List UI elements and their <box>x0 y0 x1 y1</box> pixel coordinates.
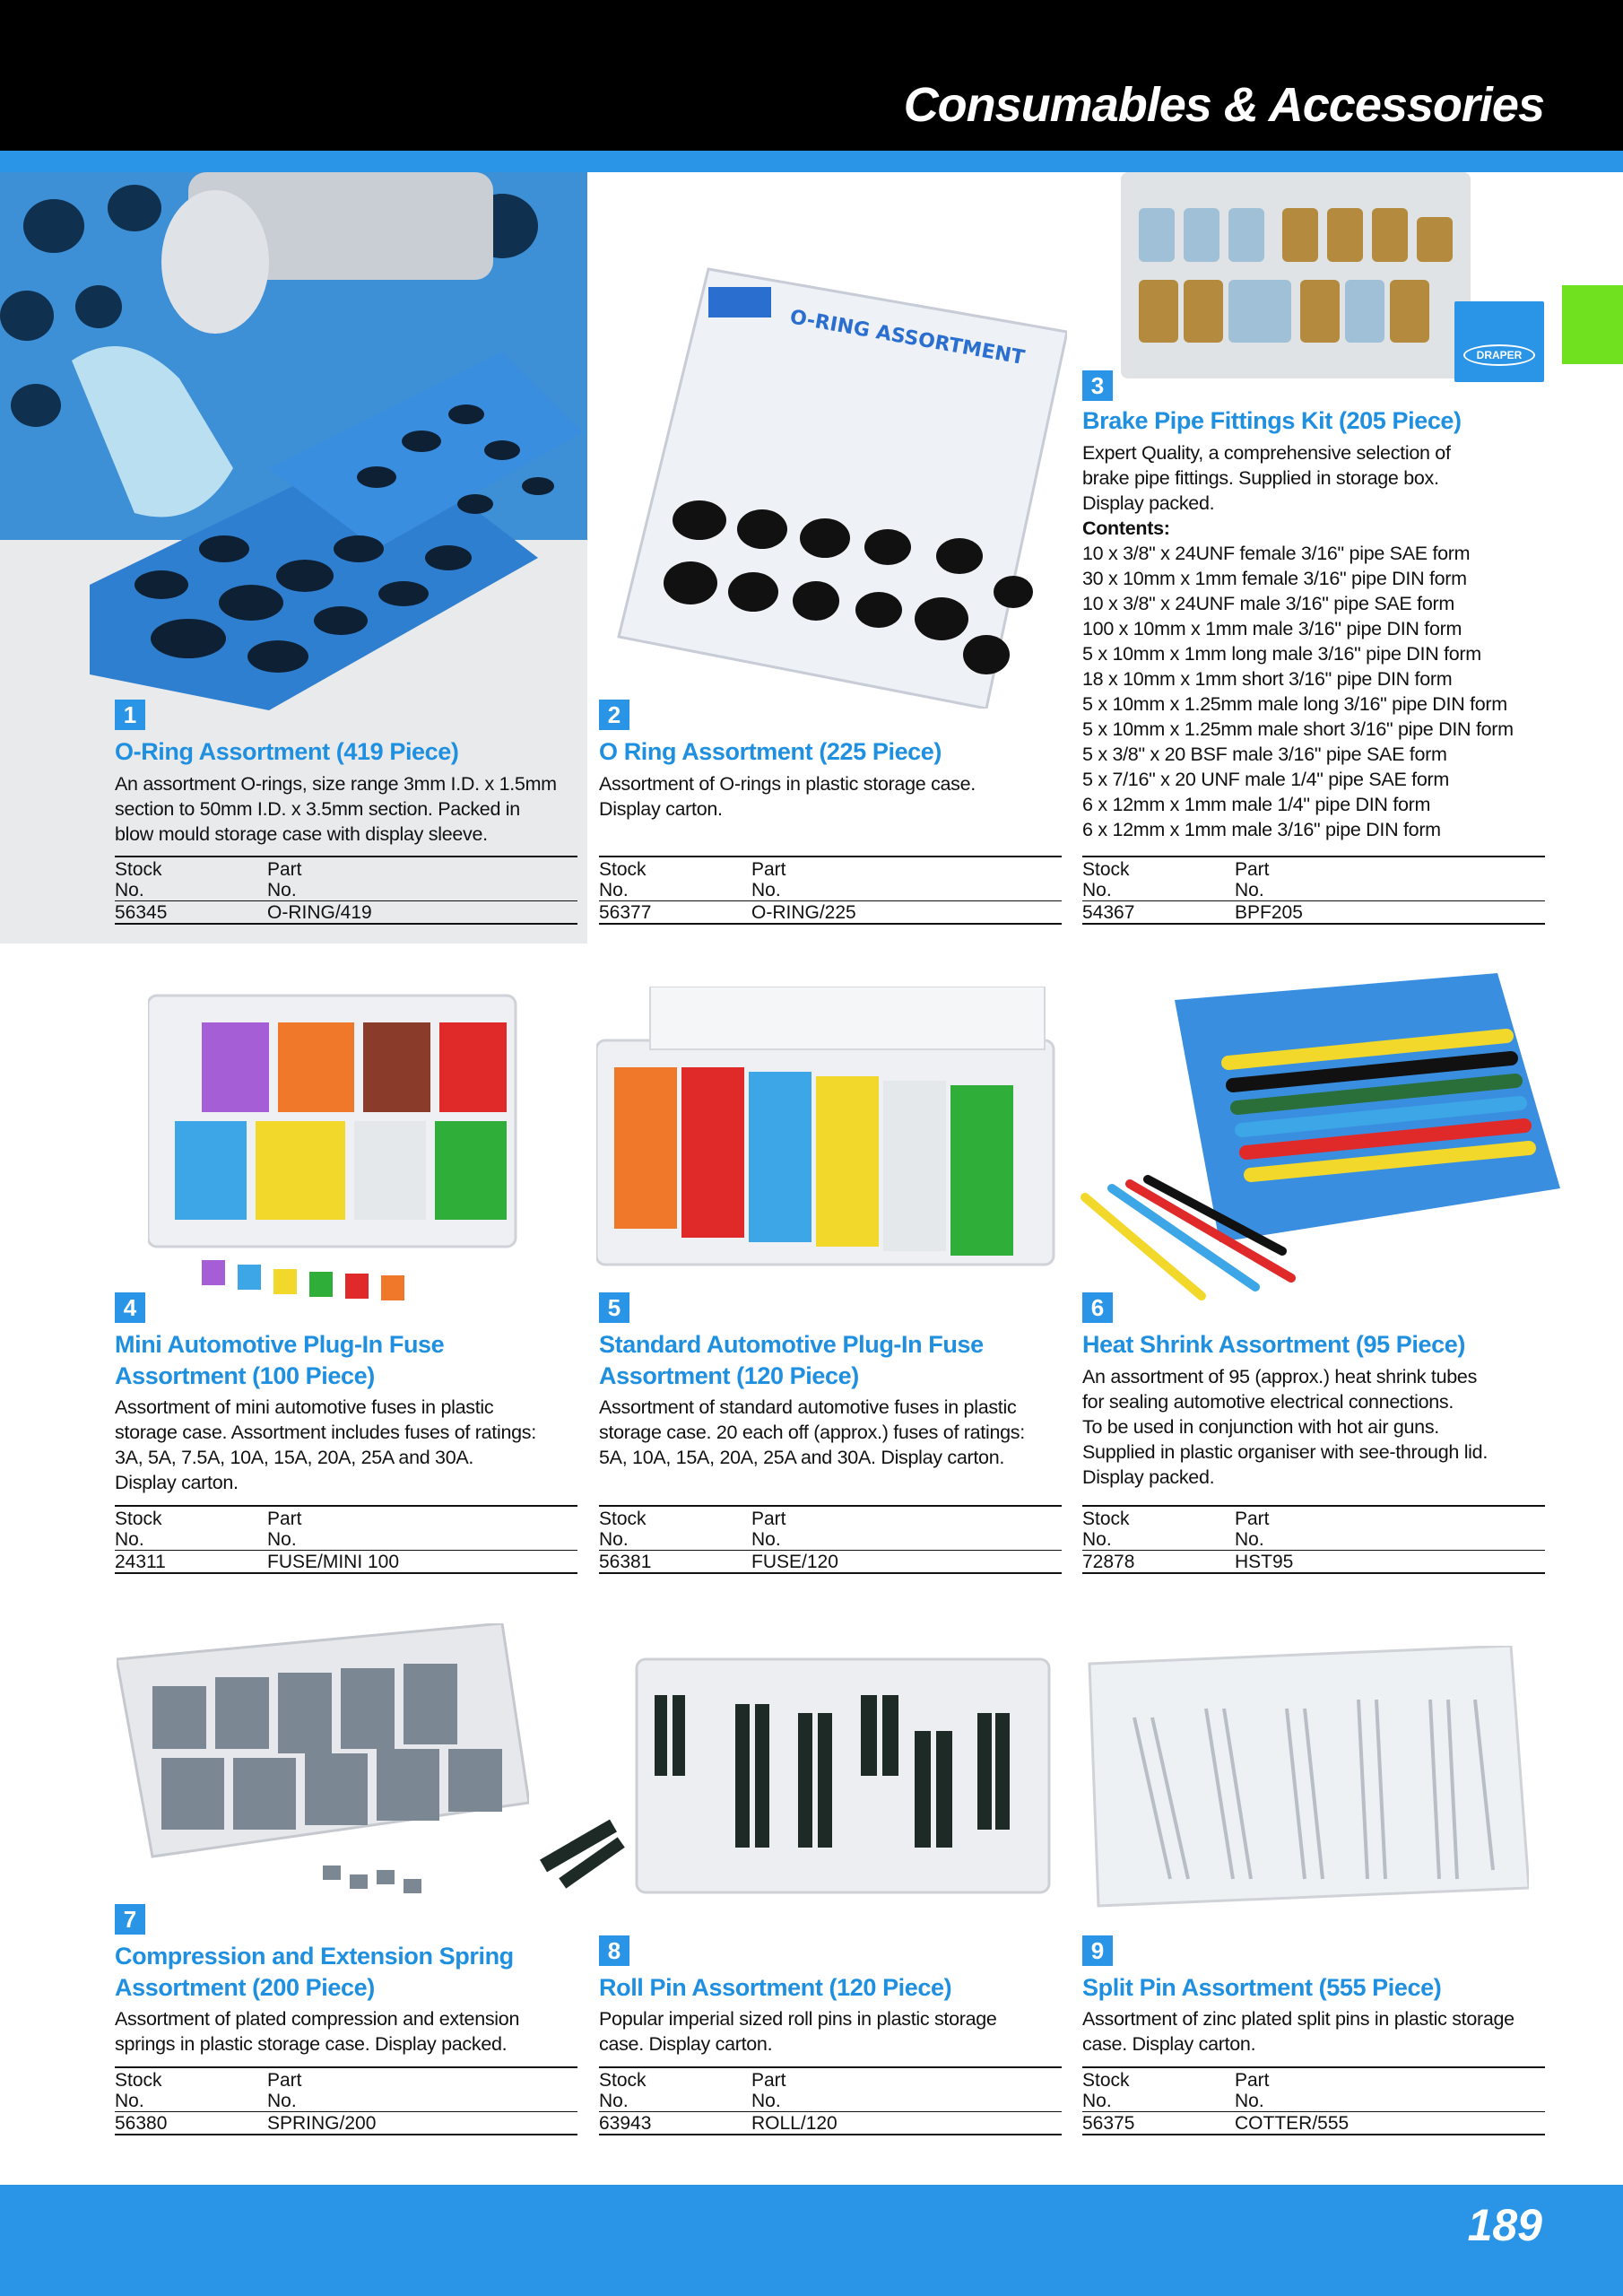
product-8-description <box>599 2006 1083 2057</box>
product-4-desc-line: storage case. Assortment includes fuses of ratings: <box>115 1422 536 1443</box>
product-6-title-line: Heat Shrink Assortment (95 Piece) <box>1082 1331 1465 1358</box>
part-number: SPRING/200 <box>267 2113 377 2134</box>
product-4-title-line: Assortment (100 Piece) <box>115 1362 375 1389</box>
stock-header: Stock <box>599 2070 647 2091</box>
page-number: 189 <box>1467 2200 1542 2250</box>
product-5-stock-table <box>599 1505 1062 1574</box>
stock-header: Stock <box>1082 2070 1130 2091</box>
stock-header: No. <box>599 1529 629 1550</box>
stock-number: 56381 <box>599 1552 652 1572</box>
part-header: Part <box>751 859 786 880</box>
product-8-title-line: Roll Pin Assortment (120 Piece) <box>599 1974 952 2001</box>
product-3-desc-line: Expert Quality, a comprehensive selection of <box>1082 442 1451 464</box>
product-8-number: 8 <box>599 1935 629 1966</box>
part-header: Part <box>751 2070 786 2091</box>
product-7-desc-line: springs in plastic storage case. Display packed. <box>115 2033 508 2055</box>
product-3-contents-line: 6 x 12mm x 1mm male 1/4" pipe DIN form <box>1082 794 1431 815</box>
part-header: Part <box>1235 859 1270 880</box>
product-4-title <box>115 1329 599 1392</box>
stock-number: 54367 <box>1082 902 1135 923</box>
stock-header: No. <box>115 880 144 900</box>
stock-header: No. <box>599 880 629 900</box>
product-1-desc-line: section to 50mm I.D. x 3.5mm section. Packed in <box>115 798 520 820</box>
product-9-photo <box>1081 1646 1529 1915</box>
product-2-desc-line: Display carton. <box>599 798 723 820</box>
product-7-title <box>115 1941 599 2004</box>
product-6-desc-line: for sealing automotive electrical connections. <box>1082 1391 1454 1413</box>
part-header: Part <box>267 1509 302 1529</box>
part-header: No. <box>1235 2091 1264 2111</box>
product-2-desc-line: Assortment of O-rings in plastic storage case. <box>599 773 976 795</box>
part-number: FUSE/MINI 100 <box>267 1552 400 1572</box>
part-number: ROLL/120 <box>751 2113 838 2134</box>
product-3-contents-line: 5 x 7/16" x 20 UNF male 1/4" pipe SAE form <box>1082 769 1449 790</box>
roll-pin-case-image <box>538 1641 1058 1910</box>
stock-header: Stock <box>599 1509 647 1529</box>
stock-header: No. <box>115 1529 144 1550</box>
product-3-contents-line: 100 x 10mm x 1mm male 3/16" pipe DIN form <box>1082 618 1462 639</box>
product-2-number: 2 <box>599 700 629 730</box>
product-8-title <box>599 1972 1083 2004</box>
product-4-desc-line: 3A, 5A, 7.5A, 10A, 15A, 20A, 25A and 30A. <box>115 1447 474 1468</box>
product-4-stock-table <box>115 1505 577 1574</box>
stock-header: Stock <box>115 2070 162 2091</box>
product-3-contents-line: 5 x 10mm x 1mm long male 3/16" pipe DIN form <box>1082 643 1481 665</box>
product-9-desc-line: case. Display carton. <box>1082 2033 1256 2055</box>
stock-header: No. <box>1082 1529 1112 1550</box>
product-6-desc-line: To be used in conjunction with hot air guns. <box>1082 1416 1439 1438</box>
product-7-description <box>115 2006 599 2057</box>
part-header: No. <box>751 2091 781 2111</box>
header-stripe <box>0 151 1623 172</box>
draper-logo-text: DRAPER <box>1463 344 1535 366</box>
part-header: No. <box>751 1529 781 1550</box>
part-header: No. <box>1235 1529 1264 1550</box>
product-2-stock-table <box>599 856 1062 925</box>
product-3-title <box>1082 405 1584 437</box>
part-header: No. <box>267 2091 297 2111</box>
part-number: O-RING/419 <box>267 902 372 923</box>
product-1-photo <box>0 172 587 710</box>
o-ring-225-case-image <box>601 260 1067 709</box>
stock-header: Stock <box>599 859 647 880</box>
product-4-desc-line: Display carton. <box>115 1472 239 1493</box>
mini-fuse-case-image <box>148 969 534 1309</box>
product-5-desc-line: 5A, 10A, 15A, 20A, 25A and 30A. Display carton. <box>599 1447 1005 1468</box>
product-3-contents-line: 5 x 10mm x 1.25mm male short 3/16" pipe DIN form <box>1082 718 1514 740</box>
product-8-desc-line: Popular imperial sized roll pins in plastic storage <box>599 2008 997 2030</box>
product-4-title-line: Mini Automotive Plug-In Fuse <box>115 1331 445 1358</box>
stock-header: No. <box>115 2091 144 2111</box>
product-3-contents-line: 30 x 10mm x 1mm female 3/16" pipe DIN form <box>1082 568 1467 589</box>
product-3-contents-line: 5 x 10mm x 1.25mm male long 3/16" pipe DIN form <box>1082 693 1507 715</box>
product-1-desc-line: An assortment O-rings, size range 3mm I.D. x 1.5mm <box>115 773 557 795</box>
product-7-title-line: Assortment (200 Piece) <box>115 1974 375 2001</box>
part-header: Part <box>1235 1509 1270 1529</box>
stock-number: 72878 <box>1082 1552 1135 1572</box>
product-6-photo <box>1076 955 1560 1305</box>
product-3-desc-line: Display packed. <box>1082 492 1215 514</box>
product-3-desc-line: brake pipe fittings. Supplied in storage box. <box>1082 467 1439 489</box>
part-header: Part <box>267 2070 302 2091</box>
product-3-number: 3 <box>1082 370 1113 401</box>
stock-number: 63943 <box>599 2113 652 2134</box>
product-1-number: 1 <box>115 700 145 730</box>
product-9-desc-line: Assortment of zinc plated split pins in plastic storage <box>1082 2008 1515 2030</box>
product-1-description <box>115 771 599 847</box>
brake-pipe-fittings-image <box>1121 172 1471 378</box>
part-number: BPF205 <box>1235 902 1303 923</box>
standard-fuse-case-image <box>596 987 1067 1283</box>
product-7-title-line: Compression and Extension Spring <box>115 1943 514 1970</box>
product-5-title-line: Standard Automotive Plug-In Fuse <box>599 1331 984 1358</box>
product-5-desc-line: storage case. 20 each off (approx.) fuses of ratings: <box>599 1422 1025 1443</box>
stock-header: No. <box>1082 2091 1112 2111</box>
stock-header: Stock <box>115 859 162 880</box>
product-3-title-line: Brake Pipe Fittings Kit (205 Piece) <box>1082 407 1462 434</box>
product-3-contents-line: 10 x 3/8" x 24UNF female 3/16" pipe SAE form <box>1082 543 1471 564</box>
product-1-stock-table <box>115 856 577 925</box>
stock-number: 56375 <box>1082 2113 1135 2134</box>
product-7-desc-line: Assortment of plated compression and extension <box>115 2008 520 2030</box>
stock-header: Stock <box>1082 1509 1130 1529</box>
part-number: HST95 <box>1235 1552 1294 1572</box>
part-header: Part <box>1235 2070 1270 2091</box>
stock-header: No. <box>599 2091 629 2111</box>
product-6-desc-line: An assortment of 95 (approx.) heat shrink tubes <box>1082 1366 1478 1387</box>
product-8-stock-table <box>599 2066 1062 2135</box>
product-8-photo <box>538 1641 1058 1910</box>
product-2-title <box>599 736 1083 768</box>
product-7-stock-table <box>115 2066 577 2135</box>
product-7-number: 7 <box>115 1904 145 1935</box>
product-5-description <box>599 1395 1083 1470</box>
heat-shrink-case-image <box>1076 955 1560 1305</box>
part-header: Part <box>751 1509 786 1529</box>
product-5-photo <box>596 987 1067 1283</box>
svg-text:O-RING ASSORTMENT: O-RING ASSORTMENT <box>787 306 1027 370</box>
stock-number: 24311 <box>115 1552 166 1572</box>
product-3-contents-label: Contents: <box>1082 517 1170 539</box>
product-3-contents-line: 6 x 12mm x 1mm male 3/16" pipe DIN form <box>1082 819 1441 840</box>
stock-number: 56377 <box>599 902 652 923</box>
part-header: No. <box>267 1529 297 1550</box>
product-3-description <box>1082 440 1584 842</box>
product-4-desc-line: Assortment of mini automotive fuses in plastic <box>115 1396 494 1418</box>
product-4-photo <box>148 969 534 1309</box>
stock-header: No. <box>1082 880 1112 900</box>
product-1-title-line: O-Ring Assortment (419 Piece) <box>115 738 459 765</box>
product-5-title-line: Assortment (120 Piece) <box>599 1362 859 1389</box>
stock-header: Stock <box>115 1509 162 1529</box>
product-1-title <box>115 736 599 768</box>
product-3-stock-table <box>1082 856 1545 925</box>
draper-logo <box>1454 301 1544 382</box>
product-6-number: 6 <box>1082 1292 1113 1323</box>
o-ring-case-image <box>0 172 587 710</box>
part-header: No. <box>1235 880 1264 900</box>
part-number: FUSE/120 <box>751 1552 838 1572</box>
product-9-stock-table <box>1082 2066 1545 2135</box>
product-6-stock-table <box>1082 1505 1545 1574</box>
part-header: Part <box>267 859 302 880</box>
product-9-title <box>1082 1972 1584 2004</box>
product-2-photo <box>601 260 1067 709</box>
part-header: No. <box>751 880 781 900</box>
product-3-contents-line: 5 x 3/8" x 20 BSF male 3/16" pipe SAE form <box>1082 744 1447 765</box>
product-6-title <box>1082 1329 1584 1361</box>
product-9-number: 9 <box>1082 1935 1113 1966</box>
split-pin-case-image <box>1081 1646 1529 1915</box>
product-3-contents-line: 18 x 10mm x 1mm short 3/16" pipe DIN form <box>1082 668 1453 690</box>
product-5-title <box>599 1329 1083 1392</box>
product-7-photo <box>117 1623 529 1910</box>
product-3-contents-line: 10 x 3/8" x 24UNF male 3/16" pipe SAE form <box>1082 593 1454 614</box>
stock-number: 56345 <box>115 902 168 923</box>
part-number: COTTER/555 <box>1235 2113 1350 2134</box>
section-tab <box>1562 285 1623 364</box>
product-8-desc-line: case. Display carton. <box>599 2033 773 2055</box>
stock-number: 56380 <box>115 2113 168 2134</box>
stock-header: Stock <box>1082 859 1130 880</box>
product-6-description <box>1082 1364 1584 1490</box>
page-title: Consumables & Accessories <box>903 78 1544 132</box>
product-2-title-line: O Ring Assortment (225 Piece) <box>599 738 942 765</box>
page-footer <box>0 2185 1623 2296</box>
product-9-title-line: Split Pin Assortment (555 Piece) <box>1082 1974 1442 2001</box>
product-6-desc-line: Display packed. <box>1082 1466 1215 1488</box>
product-5-desc-line: Assortment of standard automotive fuses in plastic <box>599 1396 1017 1418</box>
product-1-desc-line: blow mould storage case with display sleeve. <box>115 823 488 845</box>
product-4-description <box>115 1395 599 1495</box>
product-3-photo <box>1121 172 1471 378</box>
part-header: No. <box>267 880 297 900</box>
product-5-number: 5 <box>599 1292 629 1323</box>
product-2-description <box>599 771 1083 822</box>
part-number: O-RING/225 <box>751 902 856 923</box>
spring-case-image <box>117 1623 529 1910</box>
product-6-desc-line: Supplied in plastic organiser with see-through lid. <box>1082 1441 1488 1463</box>
product-4-number: 4 <box>115 1292 145 1323</box>
product-9-description <box>1082 2006 1584 2057</box>
